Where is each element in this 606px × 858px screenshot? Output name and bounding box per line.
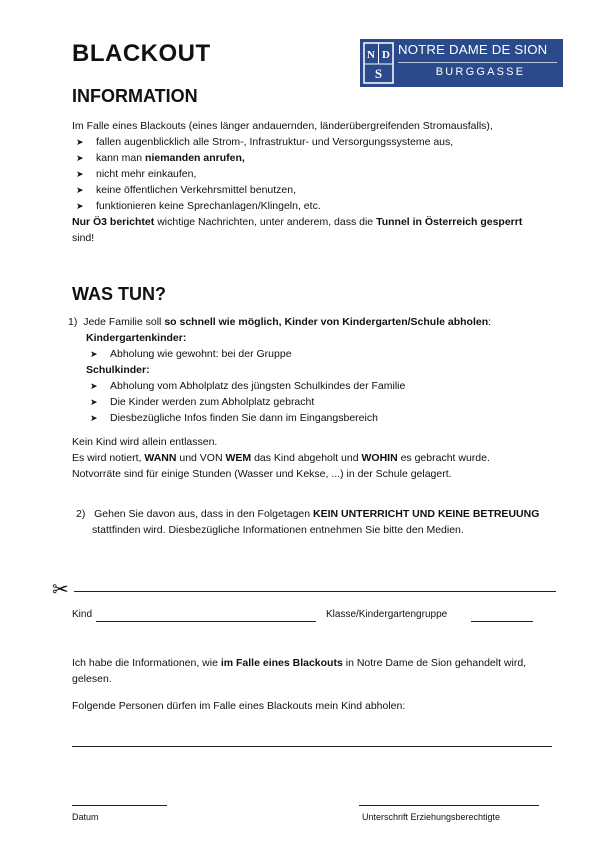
- arrow-bullet-icon: ➤: [76, 185, 84, 195]
- logo-subname: BURGGASSE: [435, 66, 526, 78]
- persons-text: Folgende Personen dürfen im Falle eines Blackouts mein Kind abholen:: [72, 700, 406, 712]
- item-2: 2) Gehen Sie davon aus, dass in den Folgetagen KEIN UNTERRICHT UND KEINE BETREUUNG stattfinden wird. Diesbezügliche Informationen entnehmen Sie bitte den Medien.: [76, 508, 540, 536]
- arrow-bullet-icon: ➤: [76, 153, 84, 163]
- klasse-label: Klasse/Kindergartengruppe: [326, 609, 448, 620]
- arrow-bullet-icon: ➤: [76, 137, 84, 147]
- info-closing: Nur Ö3 berichtet wichtige Nachrichten, unter anderem, dass die Tunnel in Österreich gesperrt sind!: [72, 216, 523, 244]
- logo-name: NOTRE DAME DE SION: [398, 42, 548, 57]
- item-number: 2): [76, 508, 86, 520]
- school-emblem-icon: [363, 42, 394, 84]
- arrow-bullet-icon: ➤: [90, 381, 98, 391]
- school-logo: [360, 39, 563, 87]
- list-item: ➤ funktionieren keine Sprechanlagen/Klingeln, etc.: [76, 200, 321, 212]
- arrow-bullet-icon: ➤: [90, 397, 98, 407]
- datum-field[interactable]: [72, 805, 167, 806]
- kind-field[interactable]: [96, 621, 316, 622]
- was-tun-heading: WAS TUN?: [72, 284, 166, 304]
- item-number: 1): [68, 316, 78, 328]
- list-item: ➤ Abholung vom Abholplatz des jüngsten Schulkindes der Familie: [90, 380, 406, 392]
- kindergarten-list: [90, 346, 550, 362]
- cut-line: [74, 591, 556, 592]
- kind-label: Kind: [72, 609, 93, 620]
- datum-label: Datum: [72, 812, 99, 822]
- arrow-bullet-icon: ➤: [76, 169, 84, 179]
- list-item: ➤ Diesbezügliche Infos finden Sie dann im Eingangsbereich: [90, 412, 378, 424]
- arrow-bullet-icon: ➤: [90, 413, 98, 423]
- svg-text:N: N: [367, 49, 375, 61]
- list-item: ➤ Abholung wie gewohnt: bei der Gruppe: [90, 348, 292, 360]
- svg-text:D: D: [382, 49, 390, 61]
- list-item: ➤ nicht mehr einkaufen,: [76, 168, 197, 180]
- arrow-bullet-icon: ➤: [76, 201, 84, 211]
- scissors-icon: ✂: [52, 579, 69, 601]
- info-intro: Im Falle eines Blackouts (eines länger andauernden, länderübergreifenden Stromausfalls),: [72, 120, 493, 132]
- list-item: ➤ Die Kinder werden zum Abholplatz gebracht: [90, 396, 315, 408]
- list-item: ➤ keine öffentlichen Verkehrsmittel benutzen,: [76, 184, 297, 196]
- persons-field[interactable]: [72, 746, 552, 747]
- signature-field[interactable]: [359, 805, 539, 806]
- info-bullet-list: [76, 134, 556, 214]
- kindergarten-label: Kindergartenkinder:: [86, 332, 187, 344]
- logo-divider: [398, 62, 557, 63]
- list-item: ➤ fallen augenblicklich alle Strom-, Infrastruktur- und Versorgungssysteme aus,: [76, 136, 454, 148]
- item-1: 1) Jede Familie soll so schnell wie möglich, Kinder von Kindergarten/Schule abholen:: [68, 316, 492, 328]
- confirmation-text: Ich habe die Informationen, wie im Falle eines Blackouts in Notre Dame de Sion gehandelt wird, gelesen.: [72, 657, 527, 685]
- notes: Kein Kind wird allein entlassen. Es wird notiert, WANN und VON WEM das Kind abgeholt und WOHIN es gebracht wurde. Notvorräte sind für einige Stunden (Wasser und Kekse, ...) in der Schule gelagert.: [72, 436, 490, 480]
- schul-label: Schulkinder:: [86, 364, 150, 376]
- schul-list: [90, 378, 550, 426]
- klasse-field[interactable]: [471, 621, 533, 622]
- arrow-bullet-icon: ➤: [90, 349, 98, 359]
- list-item: ➤ kann man niemanden anrufen,: [76, 152, 245, 164]
- page-title: BLACKOUT: [72, 40, 211, 67]
- information-heading: INFORMATION: [72, 86, 198, 106]
- svg-text:S: S: [374, 66, 383, 81]
- signature-label: Unterschrift Erziehungsberechtigte: [362, 812, 501, 822]
